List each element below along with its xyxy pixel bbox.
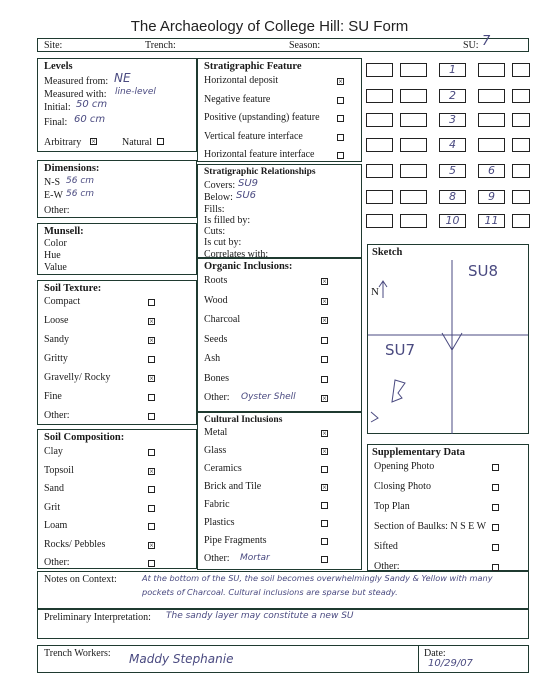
- strat-feature-label-4: Horizontal feature interface: [204, 149, 315, 160]
- below-label: Below:: [204, 192, 233, 203]
- soil-composition-label-3: Grit: [44, 501, 61, 513]
- grid-number: 1: [449, 63, 456, 76]
- interpretation-value: The sandy layer may constitute a new SU: [166, 611, 354, 621]
- grid-number: 3: [449, 113, 456, 126]
- grid-number: 11: [484, 214, 499, 227]
- sketch-small-mark: [371, 412, 378, 422]
- fills-label: Fills:: [204, 204, 225, 215]
- grid-number: 2: [449, 89, 456, 102]
- supplementary-checkbox-2[interactable]: [492, 504, 499, 511]
- soil-composition-title: Soil Composition:: [44, 432, 125, 443]
- supplementary-title: Supplementary Data: [372, 447, 466, 458]
- initial-value: 50 cm: [76, 99, 108, 110]
- organic-title: Organic Inclusions:: [204, 261, 293, 272]
- natural-label: Natural: [122, 137, 152, 148]
- organic-label-6: Other:: [204, 392, 230, 403]
- site-label: Site:: [44, 40, 63, 51]
- date-label: Date:: [424, 648, 446, 659]
- strat-feature-label-3: Vertical feature interface: [204, 130, 303, 142]
- dimensions-title: Dimensions:: [44, 163, 100, 174]
- ns-label: N-S: [44, 177, 61, 188]
- cultural-title: Cultural Inclusions: [204, 415, 283, 425]
- soil-composition-label-5: Rocks/ Pebbles: [44, 538, 106, 550]
- cultural-checkbox-1[interactable]: ×: [322, 447, 327, 456]
- supplementary-label-5: Other:: [374, 561, 400, 572]
- measured-with-label: Measured with:: [44, 89, 107, 100]
- organic-label-0: Roots: [204, 275, 228, 286]
- soil-composition-label-4: Loam: [44, 520, 68, 531]
- soil-texture-label-3: Gritty: [44, 353, 68, 364]
- supplementary-checkbox-4[interactable]: [492, 544, 499, 551]
- munsell-title: Munsell:: [44, 226, 84, 237]
- organic-checkbox-2[interactable]: ×: [322, 316, 327, 325]
- below-value: SU6: [236, 190, 257, 201]
- cultural-checkbox-3[interactable]: ×: [322, 483, 327, 492]
- strat-feature-label-2: Positive (upstanding) feature: [204, 112, 320, 123]
- cultural-label-4: Fabric: [204, 499, 230, 510]
- strat-feature-label-0: Horizontal deposit: [204, 75, 279, 86]
- cultural-other-value: Mortar: [240, 553, 270, 563]
- measured-from-value: NE: [114, 71, 131, 85]
- organic-checkbox-1[interactable]: ×: [322, 296, 327, 306]
- is-filled-by-label: Is filled by:: [204, 215, 251, 226]
- workers-label: Trench Workers:: [44, 648, 111, 659]
- sketch-arrow-shape: [392, 380, 405, 402]
- form-title: The Archaeology of College Hill: SU Form: [130, 18, 409, 35]
- supplementary-checkbox-0[interactable]: [492, 464, 499, 471]
- soil-texture-title: Soil Texture:: [44, 283, 102, 294]
- cuts-label: Cuts:: [204, 226, 226, 237]
- grid-number: 5: [449, 164, 456, 177]
- strat-feature-checkbox-0[interactable]: ×: [338, 77, 343, 86]
- soil-composition-label-2: Sand: [44, 483, 64, 494]
- soil-texture-label-2: Sandy: [44, 334, 69, 345]
- cultural-label-3: Brick and Tile: [204, 481, 262, 492]
- soil-texture-label-1: Loose: [44, 315, 69, 326]
- soil-texture-checkbox-2[interactable]: ×: [149, 336, 154, 345]
- sketch-title: Sketch: [372, 247, 403, 258]
- final-label: Final:: [44, 117, 68, 128]
- supplementary-label-2: Top Plan: [374, 501, 410, 512]
- grid-number: 9: [488, 190, 495, 203]
- munsell-hue-label: Hue: [44, 250, 61, 261]
- grid-number: 8: [449, 190, 456, 203]
- organic-label-2: Charcoal: [204, 314, 241, 325]
- supplementary-checkbox-1[interactable]: [492, 484, 499, 491]
- cultural-label-1: Glass: [204, 445, 227, 456]
- organic-label-5: Bones: [204, 372, 229, 384]
- strat-feature-label-1: Negative feature: [204, 93, 271, 105]
- is-cut-by-label: Is cut by:: [204, 237, 242, 248]
- cultural-label-2: Ceramics: [204, 463, 242, 474]
- sketch-north-label: N: [371, 286, 379, 298]
- dimensions-other-label: Other:: [44, 205, 70, 216]
- soil-composition-label-0: Clay: [44, 446, 63, 457]
- supplementary-label-0: Opening Photo: [374, 461, 435, 472]
- trench-label: Trench:: [145, 40, 176, 51]
- organic-label-3: Seeds: [204, 333, 228, 345]
- date-divider: [418, 645, 419, 673]
- supplementary-label-1: Closing Photo: [374, 481, 431, 492]
- grid-number: 6: [488, 164, 495, 177]
- ew-label: E-W: [44, 190, 63, 201]
- covers-label: Covers:: [204, 180, 236, 191]
- organic-other-value: Oyster Shell: [241, 392, 296, 402]
- organic-label-4: Ash: [204, 353, 221, 364]
- soil-composition-checkbox-5[interactable]: ×: [149, 540, 154, 550]
- su-value: 7: [482, 34, 491, 49]
- grid-number: 10: [445, 214, 460, 227]
- ew-value: 56 cm: [66, 189, 95, 199]
- supplementary-label-4: Sifted: [374, 541, 398, 552]
- supplementary-label-3: Section of Baulks: N S E W: [374, 521, 487, 532]
- arbitrary-checkbox[interactable]: ×: [91, 137, 96, 146]
- soil-texture-checkbox-4[interactable]: ×: [149, 374, 154, 383]
- cultural-label-7: Other:: [204, 553, 230, 564]
- ns-value: 56 cm: [66, 176, 95, 186]
- notes-line-2: pockets of Charcoal. Cultural inclusions are sparse but steady.: [142, 587, 398, 597]
- organic-checkbox-6[interactable]: ×: [322, 394, 327, 403]
- su-label: SU:: [463, 40, 479, 51]
- cultural-label-0: Metal: [204, 427, 228, 438]
- notes-line-1: At the bottom of the SU, the soil becomes overwhelmingly Sandy & Yellow with many: [142, 573, 493, 583]
- notes-label: Notes on Context:: [44, 574, 117, 585]
- soil-composition-checkbox-1[interactable]: ×: [149, 466, 154, 476]
- sketch-su7-label: SU7: [385, 341, 416, 359]
- final-value: 60 cm: [74, 114, 106, 125]
- levels-title: Levels: [44, 61, 73, 72]
- correlates-with-label: Correlates with:: [204, 249, 269, 260]
- measured-with-value: line-level: [115, 87, 156, 97]
- soil-texture-label-6: Other:: [44, 410, 70, 421]
- sketch-su8-label: SU8: [468, 262, 499, 280]
- cultural-checkbox-0[interactable]: ×: [322, 429, 327, 438]
- strat-rel-title: Stratigraphic Relationships: [204, 167, 316, 177]
- munsell-color-label: Color: [44, 238, 67, 249]
- covers-value: SU9: [238, 178, 259, 189]
- date-value: 10/29/07: [428, 658, 473, 669]
- cultural-label-6: Pipe Fragments: [204, 535, 267, 546]
- strat-feature-title: Stratigraphic Feature: [204, 61, 302, 72]
- soil-texture-checkbox-1[interactable]: ×: [149, 317, 154, 326]
- organic-label-1: Wood: [204, 294, 228, 306]
- initial-label: Initial:: [44, 102, 71, 113]
- organic-checkbox-0[interactable]: ×: [322, 277, 327, 286]
- interpretation-label: Preliminary Interpretation:: [44, 612, 151, 623]
- workers-value: Maddy Stephanie: [129, 652, 234, 666]
- soil-texture-label-4: Gravelly/ Rocky: [44, 372, 111, 383]
- soil-texture-label-5: Fine: [44, 391, 62, 402]
- arbitrary-label: Arbitrary: [44, 137, 82, 148]
- supplementary-checkbox-3[interactable]: [492, 524, 499, 531]
- soil-texture-label-0: Compact: [44, 296, 81, 307]
- season-label: Season:: [289, 40, 321, 51]
- soil-composition-label-6: Other:: [44, 557, 70, 568]
- measured-from-label: Measured from:: [44, 76, 109, 87]
- supplementary-checkbox-5[interactable]: [492, 564, 499, 571]
- cultural-label-5: Plastics: [204, 517, 235, 528]
- munsell-value-label: Value: [44, 262, 67, 273]
- soil-composition-label-1: Topsoil: [44, 464, 74, 476]
- grid-number: 4: [449, 138, 456, 151]
